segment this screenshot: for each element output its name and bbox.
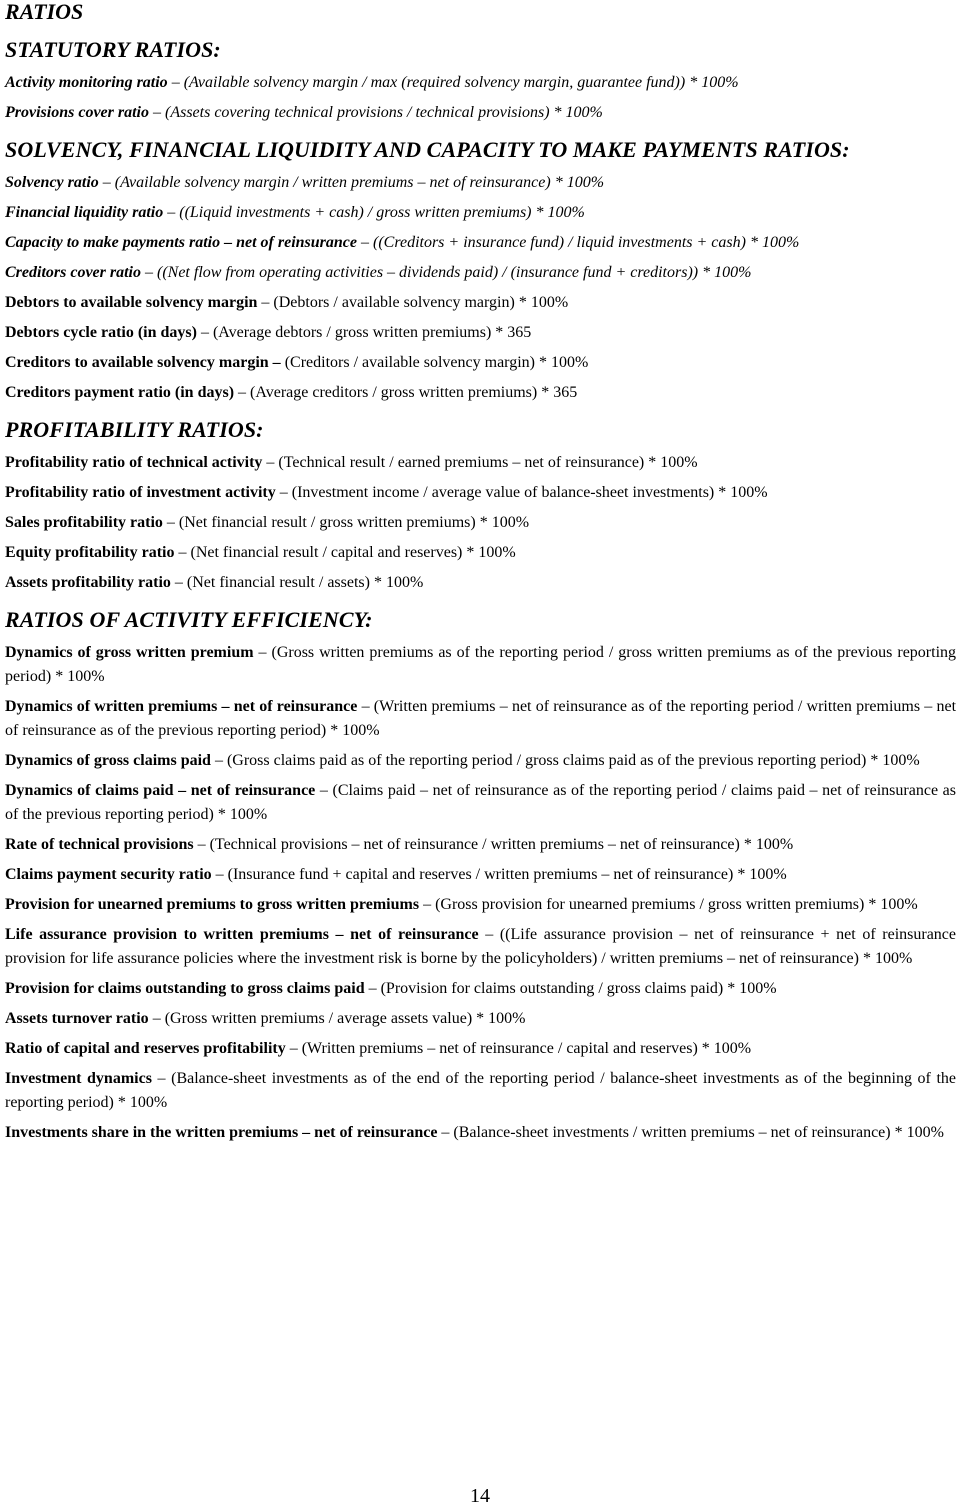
ratio-term: Debtors cycle ratio (in days) bbox=[5, 324, 197, 341]
ratio-entry: Capacity to make payments ratio – net of reinsurance – ((Creditors + insurance fund) / liquid investments + cash) * 100% bbox=[5, 234, 800, 251]
ratio-formula: ((Creditors + insurance fund) / liquid investments + cash) * 100% bbox=[373, 234, 800, 251]
ratio-formula: (Technical provisions – net of reinsurance / written premiums – net of reinsurance) * 100% bbox=[209, 836, 794, 853]
ratio-term: Rate of technical provisions bbox=[5, 836, 194, 853]
ratio-term: Creditors to available solvency margin – bbox=[5, 354, 281, 371]
ratio-entry: Provisions cover ratio – (Assets covering technical provisions / technical provisions) * 100% bbox=[5, 104, 603, 121]
ratio-entry: Claims payment security ratio – (Insurance fund + capital and reserves / written premiums – net of reinsurance) * 100% bbox=[5, 866, 787, 883]
ratio-formula: ((Life assurance provision – net of reinsurance + net of reinsurance provision for life assurance policies where the investment risk is borne by the policyholders) / written premiums – net of reinsurance) * 100% bbox=[5, 926, 956, 967]
ratio-term: Creditors payment ratio (in days) bbox=[5, 384, 235, 401]
page-number: 14 bbox=[470, 1485, 490, 1507]
ratio-term: Assets profitability ratio bbox=[5, 574, 171, 591]
section-statutory-ratios bbox=[5, 37, 956, 125]
ratio-entry: Activity monitoring ratio – (Available solvency margin / max (required solvency margin, guarantee fund)) * 100% bbox=[5, 74, 739, 91]
ratio-formula: (Net financial result / assets) * 100% bbox=[186, 574, 424, 591]
ratio-term: Equity profitability ratio bbox=[5, 544, 175, 561]
section-activity-efficiency-ratios bbox=[5, 607, 956, 1145]
ratio-term: Activity monitoring ratio bbox=[5, 74, 168, 91]
ratio-entry: Profitability ratio of investment activity – (Investment income / average value of balance-sheet investments) * 100% bbox=[5, 484, 768, 501]
ratio-formula: (Gross written premiums / average assets value) * 100% bbox=[164, 1010, 526, 1027]
ratio-formula: (Net financial result / capital and reserves) * 100% bbox=[190, 544, 516, 561]
ratio-entry: Ratio of capital and reserves profitability – (Written premiums – net of reinsurance / capital and reserves) * 100% bbox=[5, 1040, 752, 1057]
ratio-formula: (Net financial result / gross written premiums) * 100% bbox=[178, 514, 530, 531]
ratio-term: Investment dynamics bbox=[5, 1070, 152, 1087]
ratio-term: Dynamics of claims paid – net of reinsurance bbox=[5, 782, 316, 799]
ratio-entry: Investment dynamics – (Balance-sheet investments as of the end of the reporting period / balance-sheet investments as of the beginning of the reporting period) * 100% bbox=[5, 1070, 957, 1111]
ratio-entry: Dynamics of claims paid – net of reinsurance – (Claims paid – net of reinsurance as of the reporting period / claims paid – net of reinsurance as of the previous reporting period) * 100% bbox=[5, 782, 956, 823]
ratio-formula: (Claims paid – net of reinsurance as of the reporting period / claims paid – net of reinsurance as of the previous reporting period) * 100% bbox=[5, 782, 956, 823]
ratio-term: Ratio of capital and reserves profitability bbox=[5, 1040, 286, 1057]
ratio-formula: (Technical result / earned premiums – net of reinsurance) * 100% bbox=[278, 454, 698, 471]
ratio-term: Dynamics of written premiums – net of reinsurance bbox=[5, 698, 358, 715]
ratio-entry: Dynamics of gross written premium – (Gross written premiums as of the reporting period / gross written premiums as of the previous reporting period) * 100% bbox=[5, 644, 957, 685]
ratio-entry: Profitability ratio of technical activity – (Technical result / earned premiums – net of reinsurance) * 100% bbox=[5, 454, 698, 471]
ratio-formula: (Debtors / available solvency margin) * 100% bbox=[273, 294, 569, 311]
ratio-term: Dynamics of gross claims paid bbox=[5, 752, 211, 769]
ratio-term: Dynamics of gross written premium bbox=[5, 644, 254, 661]
section-heading: SOLVENCY, FINANCIAL LIQUIDITY AND CAPACITY TO MAKE PAYMENTS RATIOS: bbox=[5, 137, 850, 162]
ratio-term: Profitability ratio of technical activity bbox=[5, 454, 263, 471]
ratio-entry: Provision for unearned premiums to gross written premiums – (Gross provision for unearned premiums / gross written premiums) * 100% bbox=[5, 896, 918, 913]
ratio-formula: (Balance-sheet investments / written premiums – net of reinsurance) * 100% bbox=[453, 1124, 944, 1141]
ratio-formula: (Gross provision for unearned premiums / gross written premiums) * 100% bbox=[435, 896, 918, 913]
ratio-entry: Debtors cycle ratio (in days) – (Average debtors / gross written premiums) * 365 bbox=[5, 324, 532, 341]
section-heading: PROFITABILITY RATIOS: bbox=[5, 417, 264, 442]
ratio-term: Profitability ratio of investment activity bbox=[5, 484, 276, 501]
ratio-entry: Dynamics of written premiums – net of reinsurance – (Written premiums – net of reinsurance as of the reporting period / written premiums – net of reinsurance as of the previous reporting period) * 100% bbox=[5, 698, 957, 739]
ratio-formula: (Investment income / average value of balance-sheet investments) * 100% bbox=[291, 484, 768, 501]
ratio-formula: (Average creditors / gross written premiums) * 365 bbox=[250, 384, 578, 401]
ratio-entry: Financial liquidity ratio – ((Liquid investments + cash) / gross written premiums) * 100% bbox=[5, 204, 585, 221]
ratio-formula: (Assets covering technical provisions / technical provisions) * 100% bbox=[165, 104, 603, 121]
ratio-entry: Life assurance provision to written premiums – net of reinsurance – ((Life assurance provision – net of reinsurance + net of reinsurance provision for life assurance policies where the investment risk is borne by the policyholders) / written premiums – net of reinsurance) * 100% bbox=[5, 926, 956, 967]
ratio-entry: Solvency ratio – (Available solvency margin / written premiums – net of reinsurance) * 100% bbox=[5, 174, 605, 191]
ratio-formula: ((Net flow from operating activities – dividends paid) / (insurance fund + creditors)) * 100% bbox=[157, 264, 752, 281]
ratio-formula: (Available solvency margin / written premiums – net of reinsurance) * 100% bbox=[114, 174, 605, 191]
section-profitability-ratios bbox=[5, 417, 956, 595]
page-title: RATIOS bbox=[5, 0, 84, 24]
ratio-entry: Creditors payment ratio (in days) – (Average creditors / gross written premiums) * 365 bbox=[5, 384, 578, 401]
ratio-formula: (Average debtors / gross written premiums) * 365 bbox=[212, 324, 532, 341]
ratio-term: Investments share in the written premiums – net of reinsurance bbox=[5, 1124, 438, 1141]
ratio-term: Sales profitability ratio bbox=[5, 514, 163, 531]
section-solvency-ratios bbox=[5, 137, 956, 405]
document-page bbox=[5, 0, 956, 1151]
section-heading: STATUTORY RATIOS: bbox=[5, 37, 221, 62]
ratio-term: Provision for unearned premiums to gross written premiums bbox=[5, 896, 420, 913]
ratio-formula: (Insurance fund + capital and reserves / written premiums – net of reinsurance) * 100% bbox=[227, 866, 787, 883]
ratio-term: Provisions cover ratio bbox=[5, 104, 149, 121]
ratio-term: Assets turnover ratio bbox=[5, 1010, 149, 1027]
ratio-formula: (Gross written premiums as of the reporting period / gross written premiums as of the previous reporting period) * 100% bbox=[5, 644, 957, 685]
ratio-formula: (Written premiums – net of reinsurance as of the reporting period / written premiums – net of reinsurance as of the previous reporting period) * 100% bbox=[5, 698, 957, 739]
ratio-term: Solvency ratio bbox=[5, 174, 99, 191]
ratio-entry: Sales profitability ratio – (Net financial result / gross written premiums) * 100% bbox=[5, 514, 530, 531]
ratio-formula: (Provision for claims outstanding / gross claims paid) * 100% bbox=[380, 980, 777, 997]
ratio-entry: Dynamics of gross claims paid – (Gross claims paid as of the reporting period / gross claims paid as of the previous reporting period) * 100% bbox=[5, 752, 920, 769]
ratio-entry: Rate of technical provisions – (Technical provisions – net of reinsurance / written premiums – net of reinsurance) * 100% bbox=[5, 836, 794, 853]
ratio-formula: ((Liquid investments + cash) / gross written premiums) * 100% bbox=[179, 204, 585, 221]
ratio-entry: Provision for claims outstanding to gross claims paid – (Provision for claims outstanding / gross claims paid) * 100% bbox=[5, 980, 777, 997]
ratio-formula: (Creditors / available solvency margin) * 100% bbox=[284, 354, 589, 371]
ratio-term: Provision for claims outstanding to gross claims paid bbox=[5, 980, 365, 997]
ratio-entry: Debtors to available solvency margin – (Debtors / available solvency margin) * 100% bbox=[5, 294, 569, 311]
ratio-formula: (Written premiums – net of reinsurance / capital and reserves) * 100% bbox=[301, 1040, 752, 1057]
ratio-term: Claims payment security ratio bbox=[5, 866, 212, 883]
ratio-term: Financial liquidity ratio bbox=[5, 204, 164, 221]
ratio-entry: Investments share in the written premiums – net of reinsurance – (Balance-sheet investments / written premiums – net of reinsurance) * 100% bbox=[5, 1124, 944, 1141]
ratio-entry: Equity profitability ratio – (Net financial result / capital and reserves) * 100% bbox=[5, 544, 516, 561]
ratio-term: Debtors to available solvency margin bbox=[5, 294, 258, 311]
ratio-formula: (Available solvency margin / max (required solvency margin, guarantee fund)) * 100% bbox=[183, 74, 739, 91]
ratio-entry bbox=[5, 351, 956, 375]
ratio-formula: (Balance-sheet investments as of the end of the reporting period / balance-sheet investments as of the beginning of the reporting period) * 100% bbox=[5, 1070, 957, 1111]
ratio-term: Life assurance provision to written premiums – net of reinsurance bbox=[5, 926, 479, 943]
ratio-term: Capacity to make payments ratio – net of reinsurance bbox=[5, 234, 357, 251]
ratio-entry: Assets profitability ratio – (Net financial result / assets) * 100% bbox=[5, 574, 424, 591]
ratio-entry: Creditors cover ratio – ((Net flow from operating activities – dividends paid) / (insurance fund + creditors)) * 100% bbox=[5, 264, 752, 281]
ratio-term: Creditors cover ratio bbox=[5, 264, 141, 281]
ratio-formula: (Gross claims paid as of the reporting period / gross claims paid as of the previous reporting period) * 100% bbox=[226, 752, 920, 769]
section-heading: RATIOS OF ACTIVITY EFFICIENCY: bbox=[5, 607, 373, 632]
ratio-entry: Assets turnover ratio – (Gross written premiums / average assets value) * 100% bbox=[5, 1010, 526, 1027]
